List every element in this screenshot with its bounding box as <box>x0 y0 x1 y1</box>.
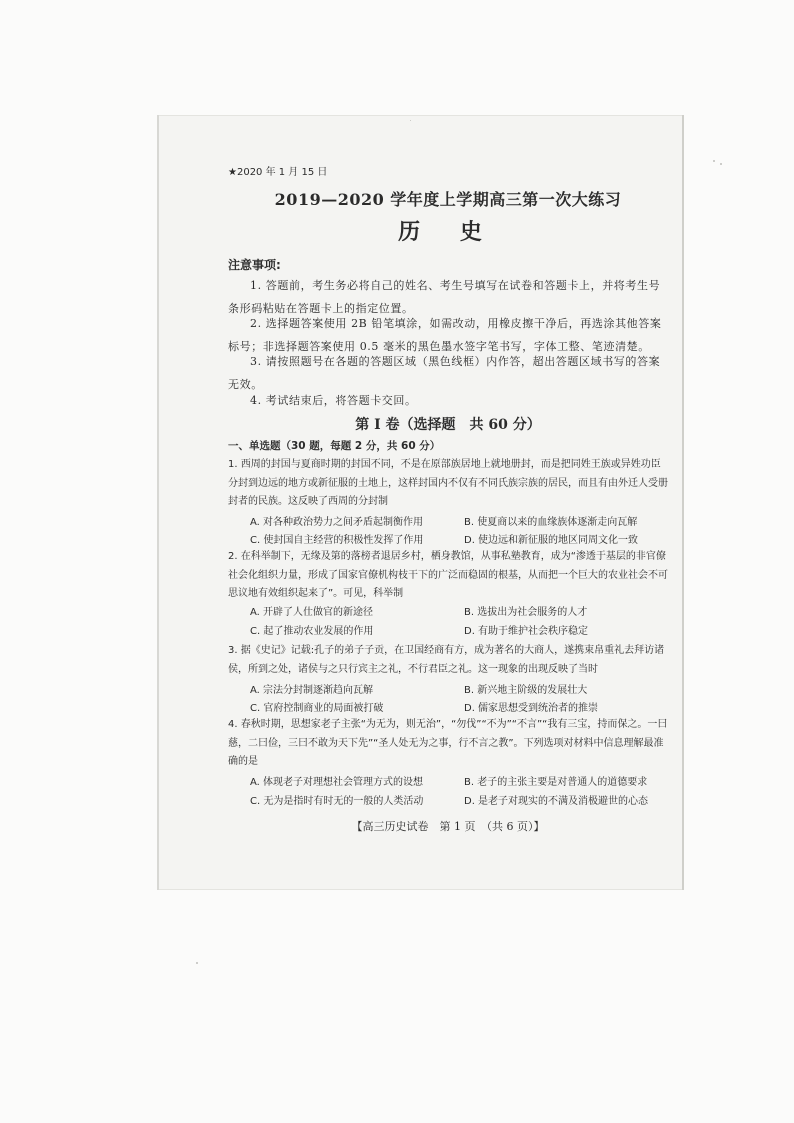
question-1-options-row-2 <box>250 531 670 549</box>
notes-heading: 注意事项: <box>228 258 281 272</box>
note-item: 4. 考试结束后，将答题卡交回。 <box>250 394 417 407</box>
scan-speck <box>713 160 715 162</box>
scan-speck <box>410 120 411 121</box>
option-b: B. 使夏商以来的血缘族体逐渐走向瓦解 <box>464 517 638 528</box>
option-a: A. 宗法分封制逐渐趋向瓦解 <box>250 685 374 696</box>
question-stem-1: 1. 西周的封国与夏商时期的封国不同，不是在原部族居地上就地册封，而是把同姓王族或异姓功臣分封到边远的地方或新征服的土地上，这样封国内不仅有不同氏族宗族的居民，而且有由外迁人受册封者的民族。这反映了西周的分封制 <box>228 459 668 507</box>
option-b: B. 新兴地主阶级的发展壮大 <box>464 685 588 696</box>
option-a: A. 对各种政治势力之间矛盾起制衡作用 <box>250 517 424 528</box>
option-a: A. 体现老子对理想社会管理方式的设想 <box>250 777 424 788</box>
question-4-options-row-2 <box>250 792 670 810</box>
note-item: 1. 答题前，考生务必将自己的姓名、考生号填写在试卷和答题卡上，并将考生号条形码粘贴在答题卡上的指定位置。 <box>228 279 661 315</box>
option-c: C. 起了推动农业发展的作用 <box>250 626 374 637</box>
option-d: D. 有助于维护社会秩序稳定 <box>464 626 589 637</box>
question-2-options-row-1 <box>250 603 670 621</box>
question-1-options-row-1 <box>250 513 670 531</box>
scan-speck <box>720 163 722 165</box>
note-item: 2. 选择题答案使用 2B 铅笔填涂，如需改动，用橡皮擦干净后，再选涂其他答案标号；非选择题答案使用 0.5 毫米的黑色墨水签字笔书写，字体工整、笔迹清楚。 <box>228 317 662 353</box>
option-b: B. 选拔出为社会服务的人才 <box>464 607 588 618</box>
option-d: D. 使边远和新征服的地区同周文化一致 <box>464 535 639 546</box>
question-2-options-row-2 <box>250 622 670 640</box>
paper-right-edge <box>682 115 684 890</box>
question-stem-3: 3. 据《史记》记载:孔子的弟子子贡，在卫国经商有方，成为著名的大商人，遂携束帛重礼去拜访诸侯，所到之处，诸侯与之只行宾主之礼，不行君臣之礼。这一现象的出现反映了当时 <box>228 645 665 675</box>
section-title: 第 I 卷（选择题 共 60 分） <box>355 417 541 433</box>
part-heading: 一、单选题（30 题，每题 2 分，共 60 分） <box>228 440 441 452</box>
option-c: C. 使封国自主经营的积极性发挥了作用 <box>250 535 424 546</box>
option-c: C. 官府控制商业的局面被打破 <box>250 703 384 714</box>
option-b: B. 老子的主张主要是对普通人的道德要求 <box>464 777 648 788</box>
question-4-options-row-1 <box>250 773 670 791</box>
option-d: D. 儒家思想受到统治者的推崇 <box>464 703 599 714</box>
option-c: C. 无为是指时有时无的一般的人类活动 <box>250 796 424 807</box>
option-d: D. 是老子对现实的不满及消极避世的心态 <box>464 796 649 807</box>
question-stem-2: 2. 在科举制下，无缘及第的落榜者退居乡村，栖身教馆，从事私塾教育，成为“渗透于基层的非官僚社会化组织力量，形成了国家官僚机构枝干下的广泛而稳固的根基，从而把一个巨大的农业社会不可思议地有效组织起来了”。可见，科举制 <box>228 551 668 599</box>
exam-title: 2019—2020 学年度上学期高三第一次大练习 <box>274 190 622 209</box>
paper-left-edge <box>157 115 159 890</box>
exam-date: ★2020 年 1 月 15 日 <box>228 167 328 178</box>
note-item: 3. 请按照题号在各题的答题区域（黑色线框）内作答，超出答题区域书写的答案无效。 <box>228 355 661 391</box>
question-stem-4: 4. 春秋时期，思想家老子主张“为无为，则无治”，“勿伐”“不为”“不言”“我有三宝，持而保之。一曰慈，二曰俭，三曰不敢为天下先”“圣人处无为之事，行不言之教”。下列选项对材料中信息理解最准确的是 <box>228 719 668 767</box>
question-3-options-row-2 <box>250 699 670 717</box>
option-a: A. 开辟了人仕做官的新途径 <box>250 607 374 618</box>
question-3-options-row-1 <box>250 681 670 699</box>
scan-speck <box>196 962 198 964</box>
exam-subject: 历 史 <box>398 219 498 245</box>
page-footer: 【高三历史试卷 第 1 页 （共 6 页）】 <box>351 820 545 833</box>
